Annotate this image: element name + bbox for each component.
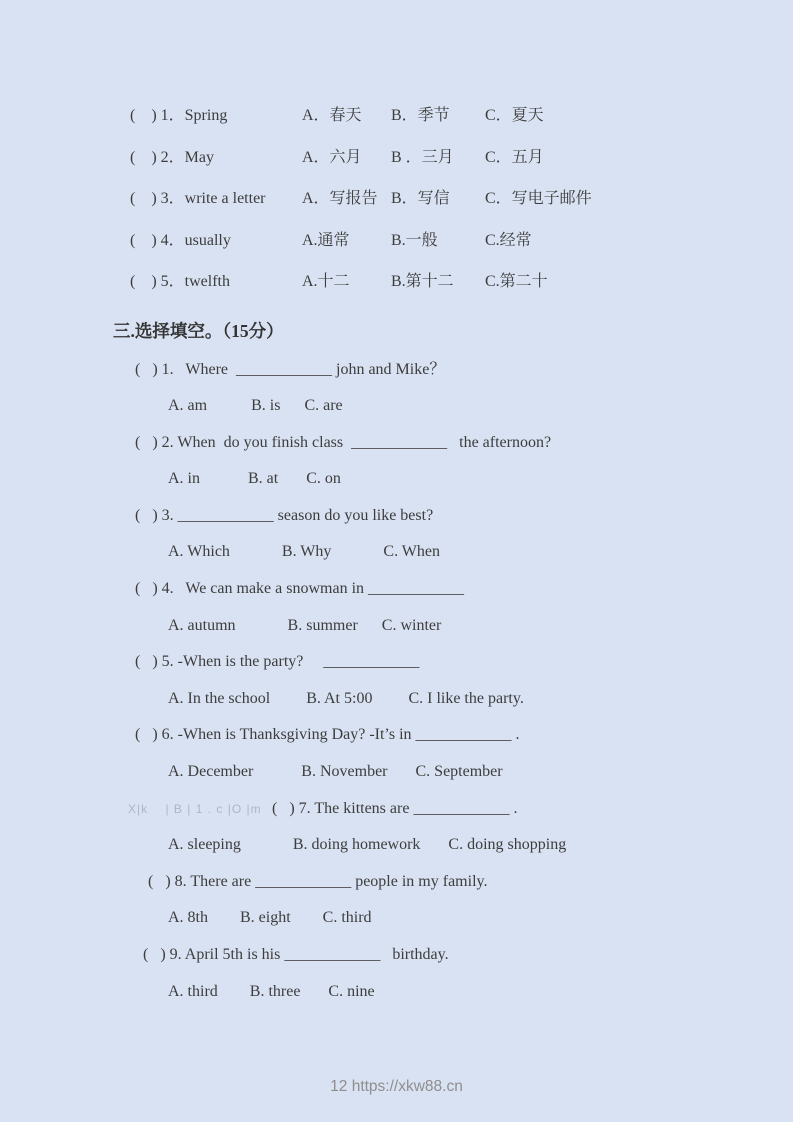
question-options: A. third B. three C. nine bbox=[168, 982, 375, 1000]
vocab-option-a: A．春天 bbox=[302, 107, 362, 124]
question-stem: ( ) 2. When do you finish class ____________ the afternoon? bbox=[135, 433, 552, 451]
question-stem: ( ) 1. Where ____________ john and Mike？ bbox=[135, 360, 446, 378]
question-stem: ( ) 9. April 5th is his ____________ birthday. bbox=[143, 946, 449, 963]
vocab-option-b: B．季节 bbox=[391, 107, 450, 124]
vocab-section bbox=[0, 102, 793, 310]
page-watermark: X|k | B | 1 . c |O |m bbox=[128, 801, 262, 816]
vocab-option-b: B.第十二 bbox=[391, 273, 454, 290]
question bbox=[0, 498, 793, 571]
question-options: A. Which B. Why C. When bbox=[168, 543, 440, 561]
vocab-option-c: C.第二十 bbox=[485, 273, 548, 290]
vocab-option-b: B.一般 bbox=[391, 231, 438, 249]
vocab-question: ( ) 4．usually bbox=[130, 231, 231, 249]
vocab-option-c: C．夏天 bbox=[485, 107, 544, 124]
question-options: A. 8th B. eight C. third bbox=[168, 909, 372, 927]
vocab-item bbox=[130, 268, 793, 310]
question bbox=[0, 864, 793, 937]
question bbox=[0, 571, 793, 644]
question bbox=[0, 717, 793, 790]
question-options: A. December B. November C. September bbox=[168, 763, 503, 781]
question-stem-row bbox=[0, 791, 793, 828]
vocab-option-a: A.十二 bbox=[302, 273, 350, 290]
question-options: A. am B. is C. are bbox=[168, 397, 343, 415]
vocab-option-c: C．写电子邮件 bbox=[485, 190, 592, 207]
vocab-option-a: A.通常 bbox=[302, 231, 350, 249]
vocab-option-a: A．写报告 bbox=[302, 190, 378, 207]
question-options: A. In the school B. At 5:00 C. I like the party. bbox=[168, 689, 524, 707]
vocab-item bbox=[130, 185, 793, 227]
question-stem: ( ) 6. -When is Thanksgiving Day? -It’s in ____________ . bbox=[135, 726, 520, 744]
question bbox=[0, 644, 793, 717]
question bbox=[0, 352, 793, 425]
vocab-question: ( ) 5．twelfth bbox=[130, 273, 230, 290]
question-stem: ( ) 7. The kittens are ____________ . bbox=[272, 799, 518, 817]
question bbox=[0, 937, 793, 1010]
question-stem: ( ) 4. We can make a snowman in ____________ bbox=[135, 580, 465, 598]
vocab-question: ( ) 2．May bbox=[130, 148, 214, 166]
vocab-option-b: B ．三月 bbox=[391, 148, 454, 166]
vocab-item bbox=[130, 102, 793, 144]
vocab-item bbox=[130, 227, 793, 269]
section-title: 三.选择填空。（15分） bbox=[113, 320, 284, 341]
vocab-item bbox=[130, 144, 793, 186]
question-options: A. in B. at C. on bbox=[168, 470, 341, 488]
question-stem: ( ) 8. There are ____________ people in my family. bbox=[148, 872, 488, 890]
question-stem: ( ) 3. ____________ season do you like best? bbox=[135, 506, 434, 524]
question bbox=[0, 791, 793, 864]
question-stem: ( ) 5. -When is the party? ____________ bbox=[135, 653, 420, 671]
question bbox=[0, 425, 793, 498]
questions-section bbox=[0, 352, 793, 1011]
question-options: A. autumn B. summer C. winter bbox=[168, 616, 442, 634]
vocab-question: ( ) 3．write a letter bbox=[130, 190, 266, 207]
page-footer: 12 https://xkw88.cn bbox=[330, 1078, 463, 1095]
vocab-question: ( ) 1．Spring bbox=[130, 107, 228, 124]
question-options: A. sleeping B. doing homework C. doing shopping bbox=[168, 836, 567, 854]
vocab-option-c: C．五月 bbox=[485, 148, 544, 166]
vocab-option-c: C.经常 bbox=[485, 231, 532, 249]
vocab-option-b: B．写信 bbox=[391, 190, 450, 207]
vocab-option-a: A．六月 bbox=[302, 148, 362, 166]
